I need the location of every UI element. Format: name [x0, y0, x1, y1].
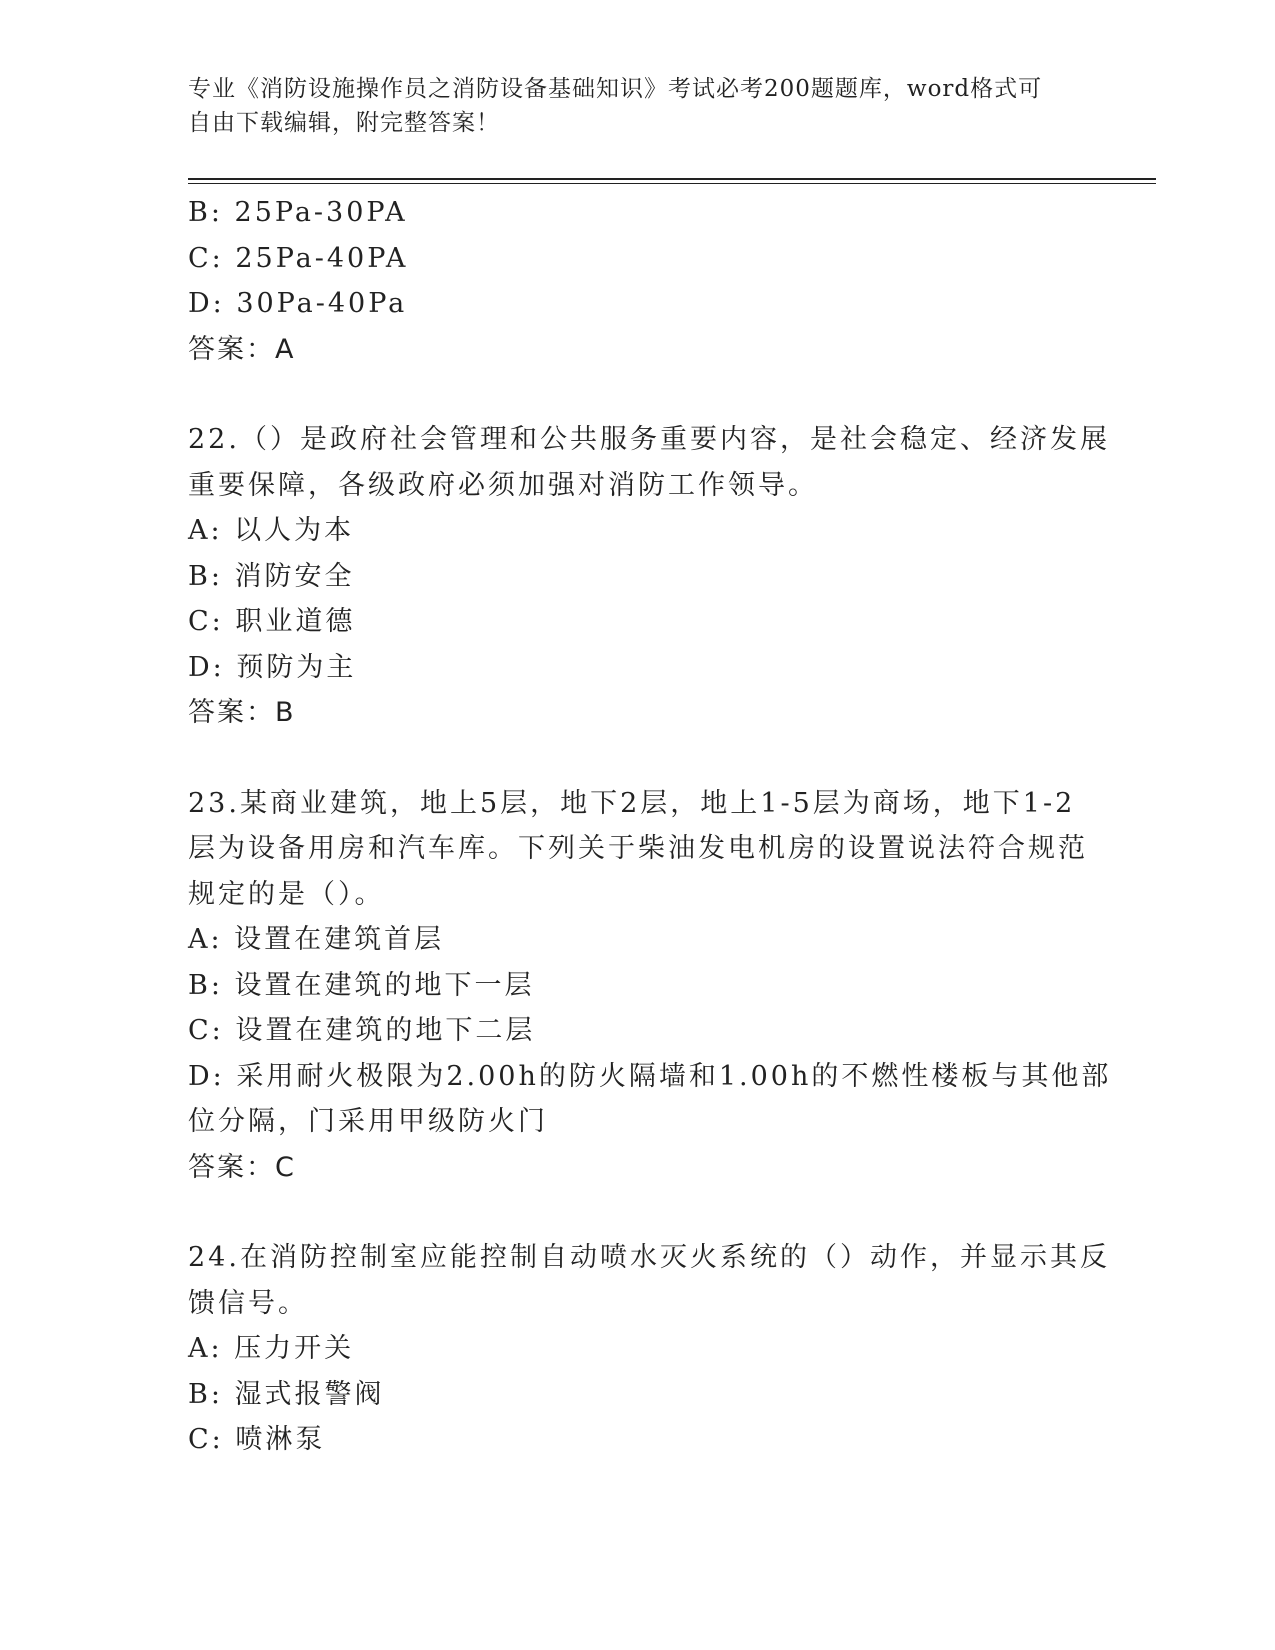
question-24	[188, 1235, 1110, 1463]
question-stem: 22.（）是政府社会管理和公共服务重要内容，是社会稳定、经济发展	[188, 424, 1110, 455]
answer: 答案：C	[188, 1151, 296, 1183]
option-c: C: 职业道德	[188, 606, 356, 637]
header-rule-thin	[188, 183, 1156, 184]
option-d: D: 30Pa-40Pa	[188, 288, 408, 319]
answer: 答案：B	[188, 697, 296, 728]
option-d-continued: 位分隔，门采用甲级防火门	[188, 1106, 548, 1137]
question-stem: 24.在消防控制室应能控制自动喷水灭火系统的（）动作，并显示其反	[188, 1242, 1110, 1273]
header-rule-thick	[188, 178, 1156, 180]
option-c: C: 25Pa-40PA	[188, 242, 409, 274]
option-c: C: 喷淋泵	[188, 1424, 326, 1455]
question-stem: 馈信号。	[188, 1287, 308, 1319]
header-line-2: 自由下载编辑，附完整答案！	[188, 110, 500, 136]
header-line-1: 专业《消防设施操作员之消防设备基础知识》考试必考200题题库，word格式可	[188, 76, 1043, 102]
option-b: B: 湿式报警阀	[188, 1378, 385, 1410]
spacer	[188, 372, 1088, 417]
question-22	[188, 417, 1110, 736]
question-21-tail	[188, 190, 1088, 372]
option-d: D: 采用耐火极限为2.00h的防火隔墙和1.00h的不燃性楼板与其他部	[188, 1060, 1112, 1092]
answer: 答案：A	[188, 333, 296, 365]
question-stem: 重要保障，各级政府必须加强对消防工作领导。	[188, 469, 818, 501]
question-stem: 层为设备用房和汽车库。下列关于柴油发电机房的设置说法符合规范	[188, 833, 1088, 864]
option-b: B: 消防安全	[188, 560, 355, 592]
spacer	[188, 1190, 1088, 1235]
question-stem: 23.某商业建筑，地上5层，地下2层，地上1-5层为商场，地下1-2	[188, 787, 1076, 819]
option-a: A: 压力开关	[188, 1333, 355, 1364]
option-a: A: 以人为本	[188, 515, 355, 546]
question-list	[188, 190, 1112, 1463]
option-c: C: 设置在建筑的地下二层	[188, 1015, 536, 1046]
spacer	[188, 736, 1088, 781]
question-stem: 规定的是（）。	[188, 878, 385, 910]
option-d: D: 预防为主	[188, 651, 357, 683]
option-a: A: 设置在建筑首层	[188, 924, 445, 955]
option-b: B: 设置在建筑的地下一层	[188, 969, 535, 1001]
question-23	[188, 781, 1112, 1191]
document-header	[188, 72, 1068, 140]
option-b: B: 25Pa-30PA	[188, 197, 408, 228]
